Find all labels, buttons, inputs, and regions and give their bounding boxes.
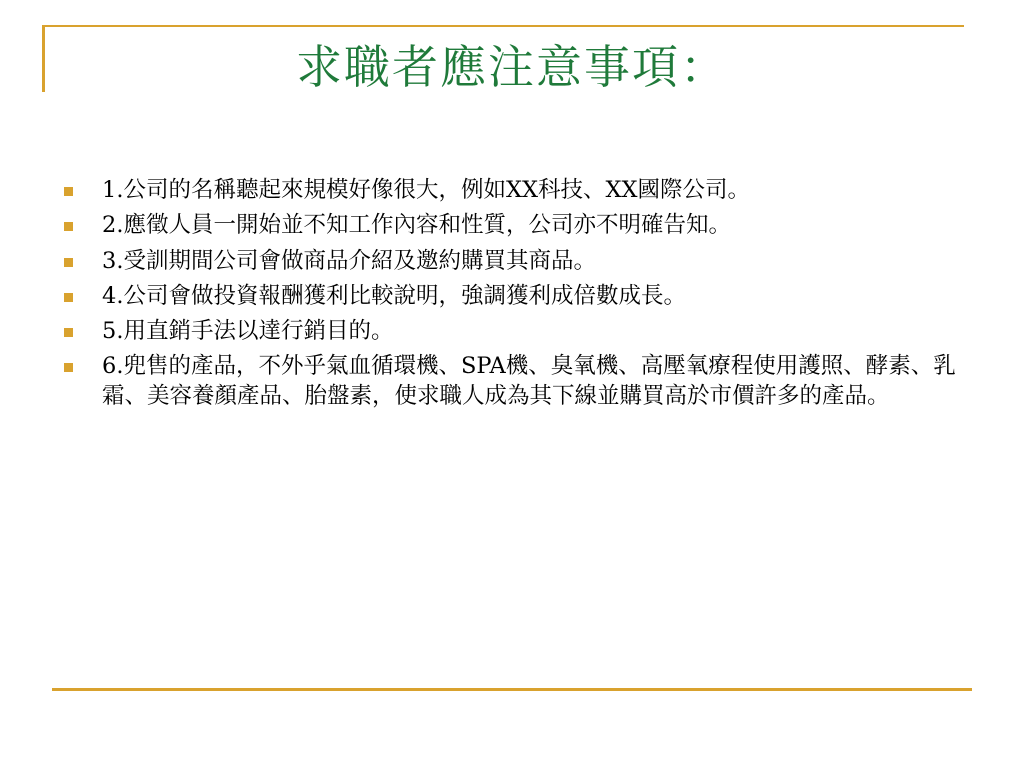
square-bullet-icon xyxy=(64,293,73,302)
bullet-item-4 xyxy=(60,282,960,311)
square-bullet-icon xyxy=(64,258,73,267)
bullet-text-6: 6.兜售的產品，不外乎氣血循環機、SPA機、臭氧機、高壓氧療程使用護照、酵素、乳霜、美容養顏產品、胎盤素，使求職人成為其下線並購買高於市價許多的產品。 xyxy=(102,353,956,409)
bullet-text-2: 2.應徵人員一開始並不知工作內容和性質，公司亦不明確告知。 xyxy=(102,212,731,239)
bullet-text-5: 5.用直銷手法以達行銷目的。 xyxy=(102,318,394,344)
bullet-item-1 xyxy=(60,176,960,205)
square-bullet-icon xyxy=(64,328,73,337)
bullet-text-4: 4.公司會做投資報酬獲利比較說明，強調獲利成倍數成長。 xyxy=(102,282,686,309)
square-bullet-icon xyxy=(64,363,73,372)
square-bullet-icon xyxy=(64,222,73,231)
bullet-item-2 xyxy=(60,211,960,240)
bullet-item-6 xyxy=(60,352,960,411)
bullet-text-1: 1.公司的名稱聽起來規模好像很大，例如XX科技、XX國際公司。 xyxy=(102,177,751,203)
bullet-item-3 xyxy=(60,247,960,276)
bullet-item-5 xyxy=(60,317,960,346)
bottom-accent-line xyxy=(52,688,972,691)
bullet-text-3: 3.受訓期間公司會做商品介紹及邀約購買其商品。 xyxy=(102,247,596,274)
slide-title: 求職者應注意事項： xyxy=(296,40,728,94)
top-accent-line xyxy=(42,25,964,27)
bullet-list xyxy=(60,176,960,417)
square-bullet-icon xyxy=(64,187,73,196)
